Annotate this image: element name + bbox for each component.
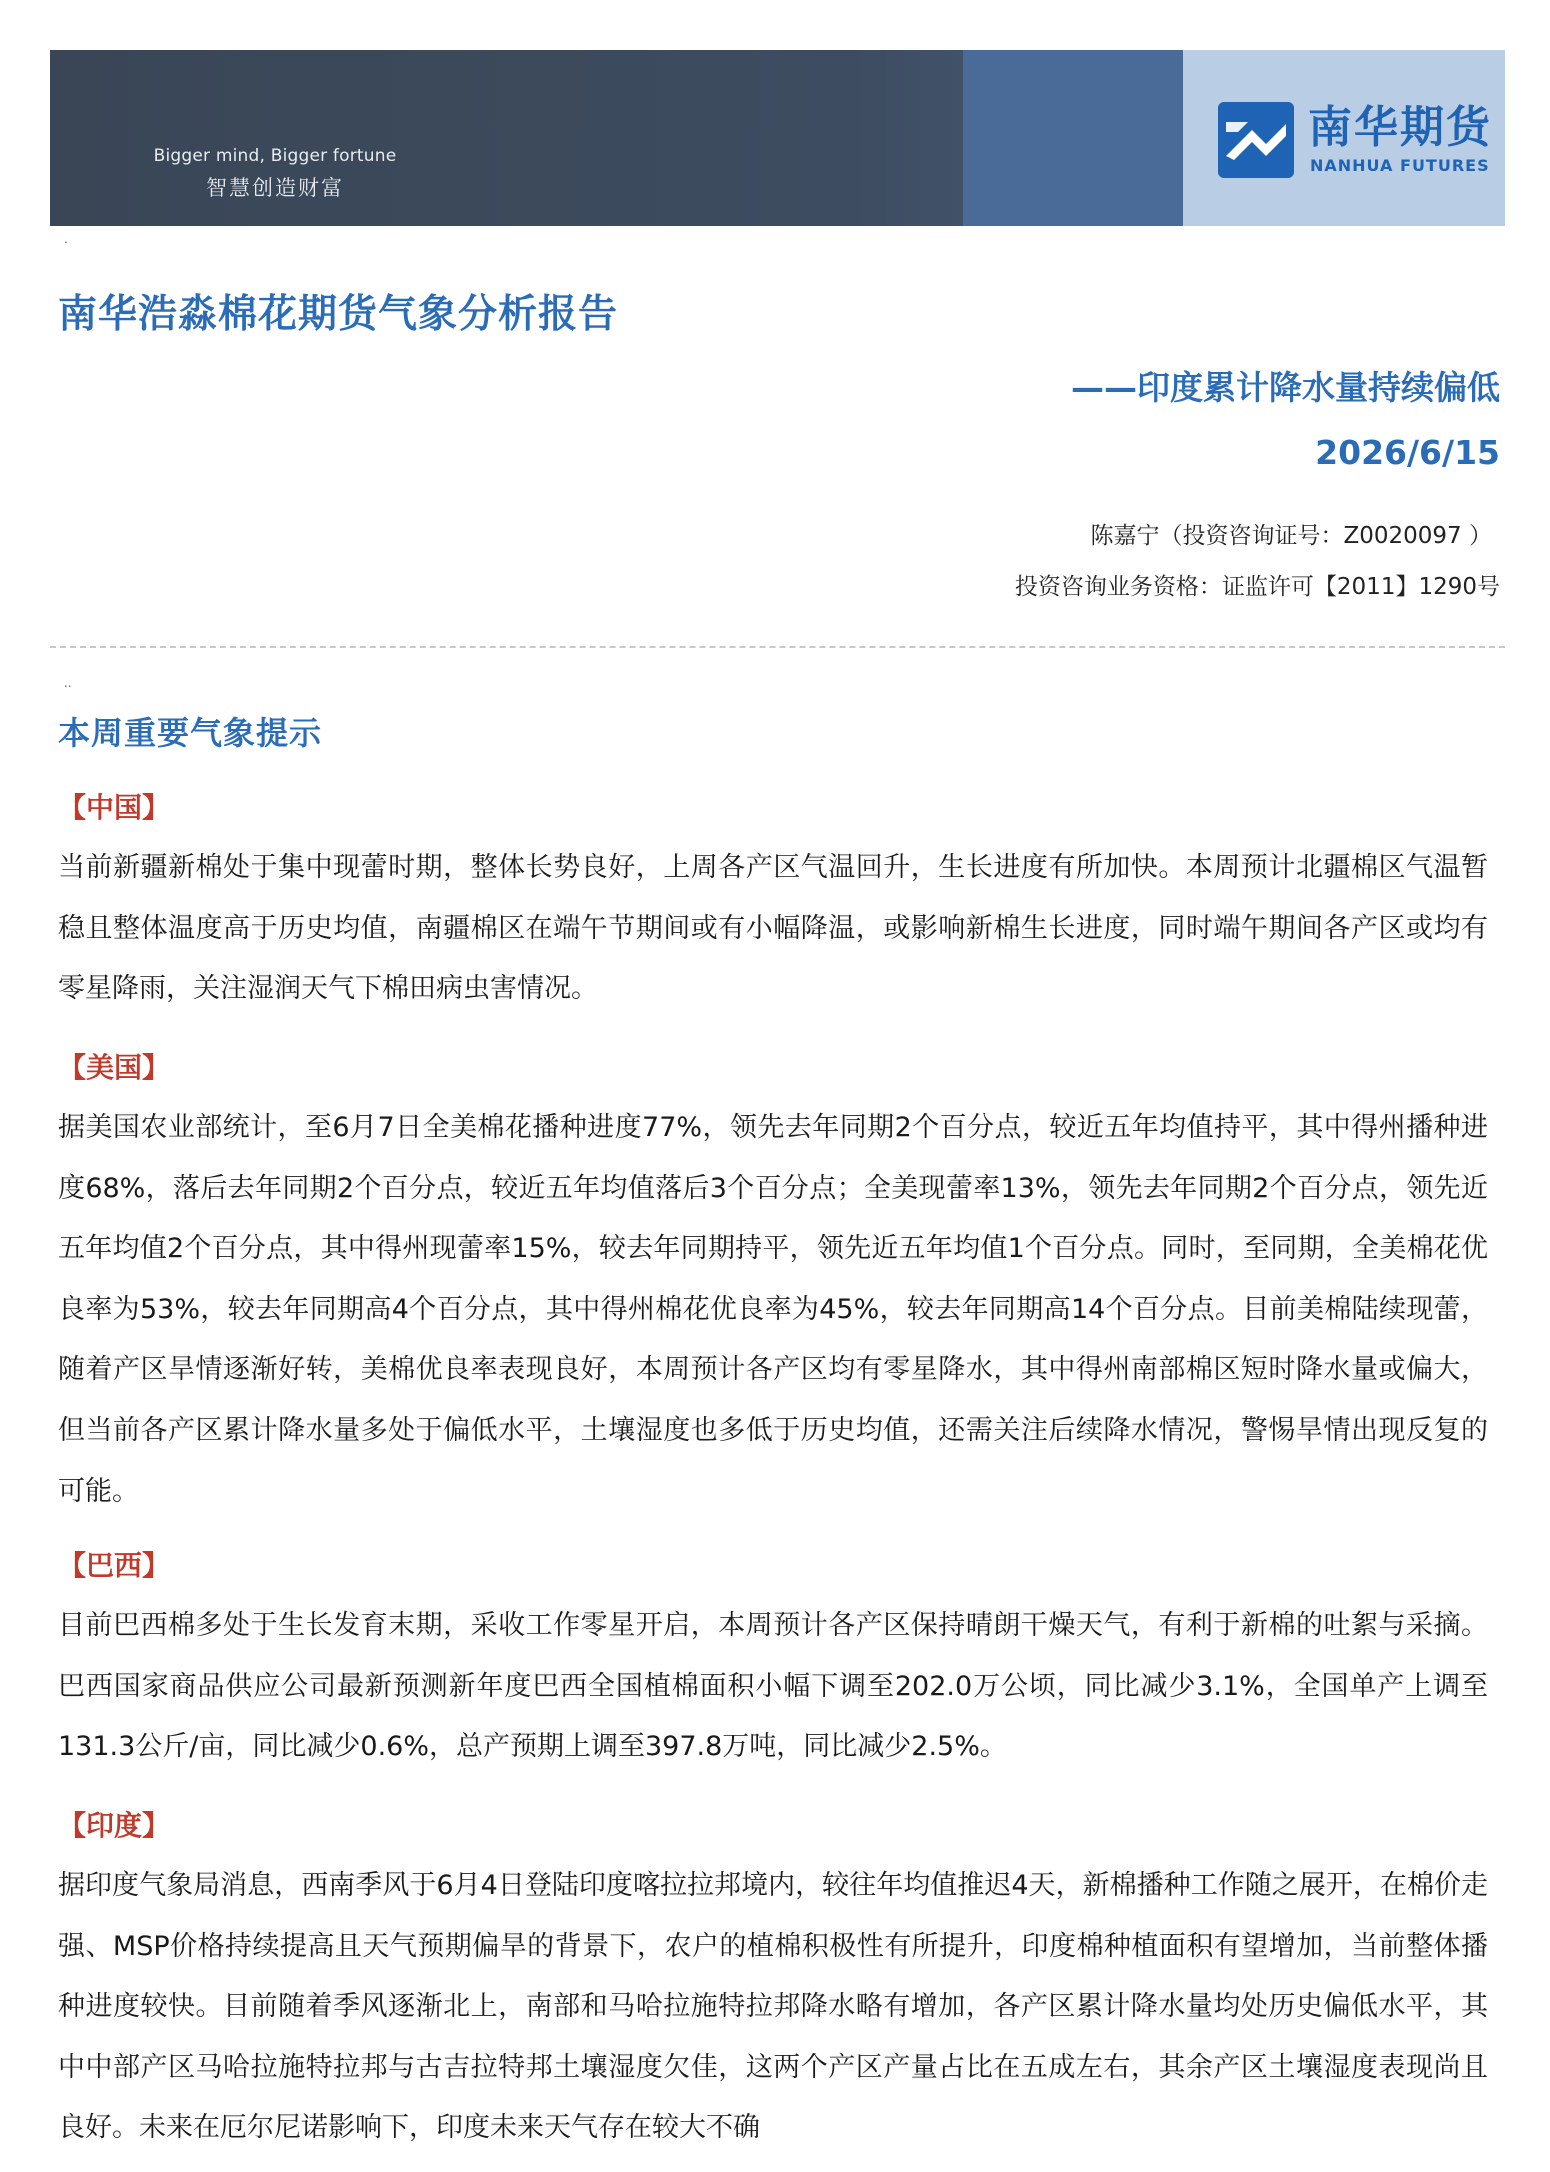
tagline [150, 146, 400, 202]
report-date: 2026/6/15 [1315, 433, 1500, 472]
logo-mark-icon [1218, 102, 1294, 178]
logo-text-en: NANHUA FUTURES [1310, 156, 1490, 175]
region-text-usa: 据美国农业部统计，至6月7日全美棉花播种进度77%，领先去年同期2个百分点，较近五年均值持平，其中得州播种进度68%，落后去年同期2个百分点，较近五年均值落后3个百分点；全美现蕾率13%，领先去年同期2个百分点，领先近五年均值2个百分点，其中得州现蕾率15%，较去年同期持平，领先近五年均值1个百分点。同时，至同期，全美棉花优良率为53%，较去年同期高4个百分点，其中得州棉花优良率为45%，较去年同期高14个百分点。目前美棉陆续现蕾，随着产区旱情逐渐好转，美棉优良率表现良好，本周预计各产区均有零星降水，其中得州南部棉区短时降水量或偏大，但当前各产区累计降水量多处于偏低水平，土壤湿度也多低于历史均值，还需关注后续降水情况，警惕旱情出现反复的可能。 [58, 1112, 1488, 1507]
region-text-china: 当前新疆新棉处于集中现蕾时期，整体长势良好，上周各产区气温回升，生长进度有所加快。本周预计北疆棉区气温暂稳且整体温度高于历史均值，南疆棉区在端午节期间或有小幅降温，或影响新棉生长进度，同时端午期间各产区或均有零星降雨，关注湿润天气下棉田病虫害情况。 [58, 852, 1488, 1005]
region-label-brazil: 【巴西】 [58, 1549, 171, 1582]
region-label-india: 【印度】 [58, 1809, 171, 1842]
tagline-en: Bigger mind, Bigger fortune [153, 146, 397, 166]
report-license: 投资咨询业务资格：证监许可【2011】1290号 [1014, 574, 1500, 600]
marker-dot: . [64, 232, 68, 246]
report-subtitle: ——印度累计降水量持续偏低 [1071, 368, 1500, 407]
banner-accent-block [963, 50, 1183, 226]
section-title: 本周重要气象提示 [58, 714, 323, 752]
region-text-brazil: 目前巴西棉多处于生长发育末期，采收工作零星开启，本周预计各产区保持晴朗干燥天气，有利于新棉的吐絮与采摘。巴西国家商品供应公司最新预测新年度巴西全国植棉面积小幅下调至202.0万公顷，同比减少3.1%，全国单产上调至131.3公斤/亩，同比减少0.6%，总产预期上调至397.8万吨，同比减少2.5%。 [58, 1610, 1488, 1763]
header-banner [50, 50, 1505, 226]
section-divider [50, 646, 1505, 648]
logo-text-cn: 南华期货 [1308, 102, 1492, 153]
report-author: 陈嘉宁（投资咨询证号：Z0020097 ） [1090, 523, 1492, 549]
region-label-usa: 【美国】 [58, 1051, 171, 1084]
company-logo [1218, 102, 1500, 182]
report-title: 南华浩淼棉花期货气象分析报告 [58, 292, 619, 337]
region-text-india: 据印度气象局消息，西南季风于6月4日登陆印度喀拉拉邦境内，较往年均值推迟4天，新棉播种工作随之展开，在棉价走强、MSP价格持续提高且天气预期偏旱的背景下，农户的植棉积极性有所提升，印度棉种植面积有望增加，当前整体播种进度较快。目前随着季风逐渐北上，南部和马哈拉施特拉邦降水略有增加，各产区累计降水量均处历史偏低水平，其中中部产区马哈拉施特拉邦与古吉拉特邦土壤湿度欠佳，这两个产区产量占比在五成左右，其余产区土壤湿度表现尚且良好。未来在厄尔尼诺影响下，印度未来天气存在较大不确 [58, 1870, 1488, 2144]
tagline-cn: 智慧创造财富 [206, 176, 344, 200]
region-label-china: 【中国】 [58, 791, 171, 824]
marker-dots: .. [64, 676, 72, 690]
